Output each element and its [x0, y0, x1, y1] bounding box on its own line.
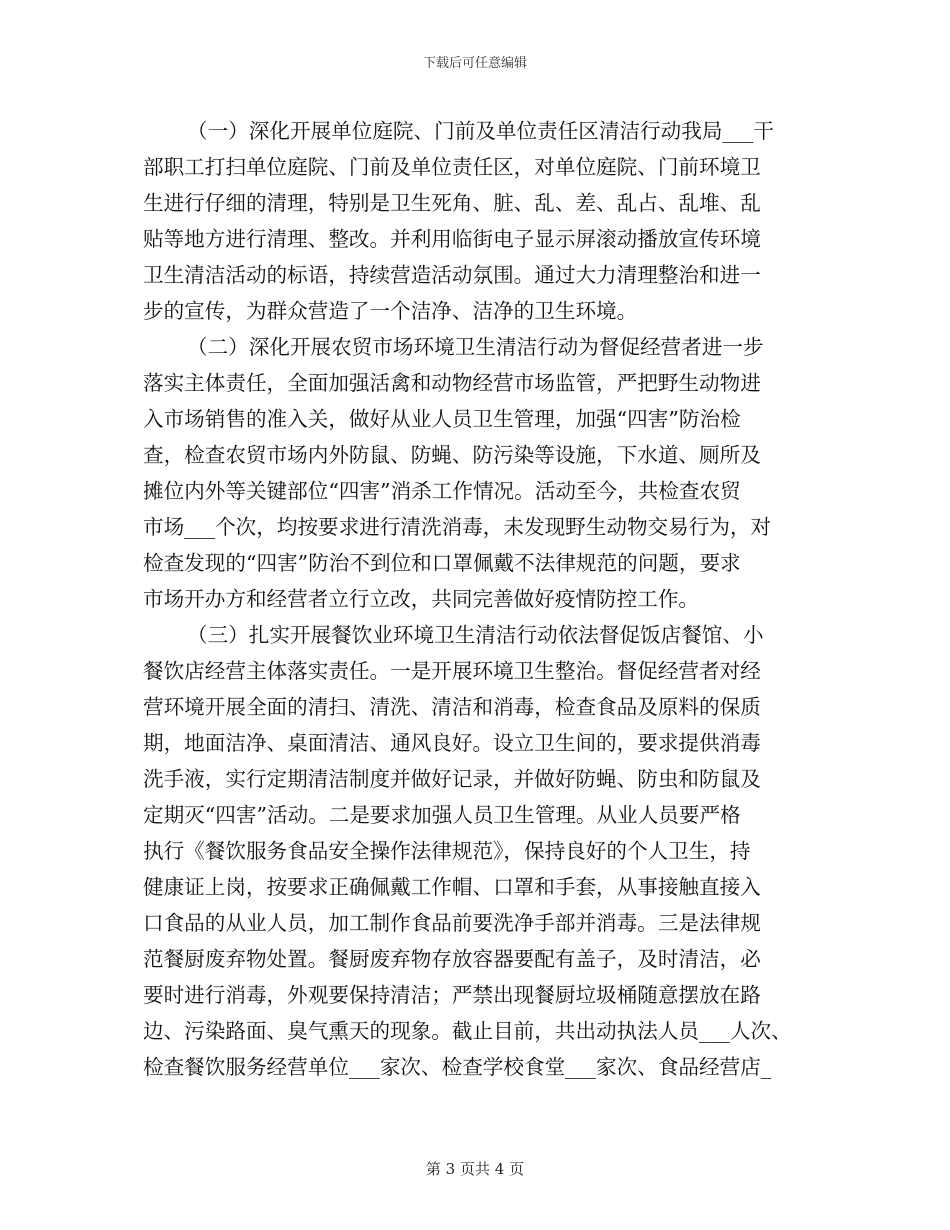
text-line: 边、污染路面、臭气熏天的现象。截止目前，共出动执法人员___人次、	[143, 1019, 792, 1043]
text-line: 查，检查农贸市场内外防鼠、防蝇、防污染等设施，下水道、厕所及	[143, 443, 761, 467]
text-line: 定期灭“四害”活动。二是要求加强人员卫生管理。从业人员要严格	[143, 803, 741, 827]
text-line: 检查餐饮服务经营单位___家次、检查学校食堂___家次、食品经营店_	[143, 1055, 772, 1079]
paragraph-2	[143, 329, 811, 617]
paragraph-3	[143, 617, 811, 1085]
text-line: 摊位内外等关键部位“四害”消杀工作情况。活动至今，共检查农贸	[143, 479, 741, 503]
text-line: （二）深化开展农贸市场环境卫生清洁行动为督促经营者进一步	[187, 335, 764, 359]
text-line: 餐饮店经营主体落实责任。一是开展环境卫生整治。督促经营者对经	[143, 659, 761, 683]
text-line: 市场___个次，均按要求进行清洗消毒，未发现野生动物交易行为，对	[143, 515, 772, 539]
text-line: 口食品的从业人员，加工制作食品前要洗净手部并消毒。三是法律规	[143, 911, 761, 935]
text-line: 健康证上岗，按要求正确佩戴工作帽、口罩和手套，从事接触直接入	[143, 875, 761, 899]
text-line: 执行《餐饮服务食品安全操作法律规范》，保持良好的个人卫生，持	[143, 839, 751, 863]
text-line: 生进行仔细的清理，特别是卫生死角、脏、乱、差、乱占、乱堆、乱	[143, 191, 761, 215]
text-line: 落实主体责任，全面加强活禽和动物经营市场监管，严把野生动物进	[143, 371, 761, 395]
text-line: 检查发现的“四害”防治不到位和口罩佩戴不法律规范的问题，要求	[143, 551, 741, 575]
text-line: 要时进行消毒，外观要保持清洁；严禁出现餐厨垃圾桶随意摆放在路	[143, 983, 761, 1007]
text-line: 洗手液，实行定期清洁制度并做好记录，并做好防蝇、防虫和防鼠及	[143, 767, 761, 791]
text-line: 营环境开展全面的清扫、清洗、清洁和消毒，检查食品及原料的保质	[143, 695, 761, 719]
text-line: 期，地面洁净、桌面清洁、通风良好。设立卫生间的，要求提供消毒	[143, 731, 761, 755]
page-number: 第 3 页共 4 页	[425, 1160, 525, 1178]
text-line: 贴等地方进行清理、整改。并利用临街电子显示屏滚动播放宣传环境	[143, 227, 761, 251]
text-line: 范餐厨废弃物处置。餐厨废弃物存放容器要配有盖子，及时清洁，必	[143, 947, 761, 971]
text-line: 市场开办方和经营者立行立改，共同完善做好疫情防控工作。	[143, 587, 700, 611]
text-line: 步的宣传，为群众营造了一个洁净、洁净的卫生环境。	[143, 299, 638, 323]
paragraph-1	[143, 113, 811, 329]
text-line: （一）深化开展单位庭院、门前及单位责任区清洁行动我局___干	[187, 119, 774, 143]
text-line: 卫生清洁活动的标语，持续营造活动氛围。通过大力清理整治和进一	[143, 263, 761, 287]
document-body	[143, 113, 811, 1085]
text-line: 部职工打扫单位庭院、门前及单位责任区，对单位庭院、门前环境卫	[143, 155, 761, 179]
page-header: 下载后可任意编辑	[422, 56, 527, 71]
text-line: （三）扎实开展餐饮业环境卫生清洁行动依法督促饭店餐馆、小	[187, 623, 764, 647]
text-line: 入市场销售的准入关，做好从业人员卫生管理，加强“四害”防治检	[143, 407, 741, 431]
